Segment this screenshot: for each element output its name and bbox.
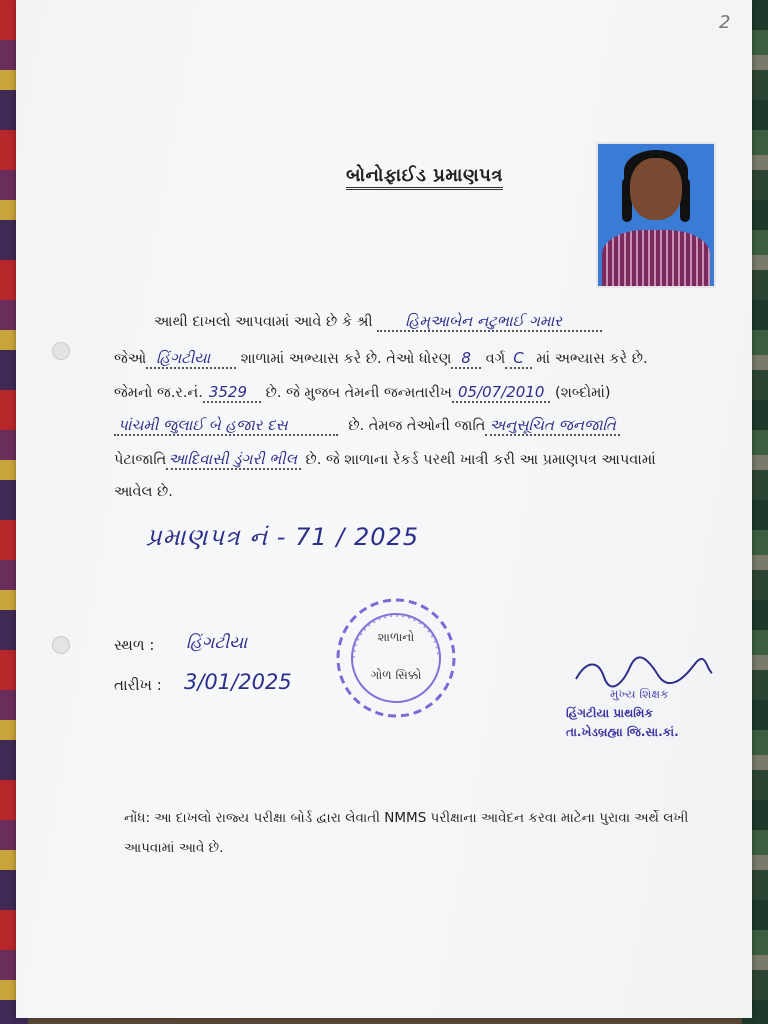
date-value: 3/01/2025 <box>184 670 292 694</box>
punch-hole-top <box>52 342 70 360</box>
student-name: હિમ્આબેન નટુભાઈ ગમાર <box>377 312 602 332</box>
paragraph-line-5 <box>114 450 656 468</box>
school-name: હિંગટીયા <box>146 349 236 369</box>
designation-line-1: મુખ્ય શિક્ષક <box>610 687 669 701</box>
certificate-page <box>16 0 752 1018</box>
date-of-birth: 05/07/2010 <box>452 383 550 403</box>
paragraph-line-1 <box>154 312 602 330</box>
designation-line-2: હિંગટીયા પ્રાથમિક <box>566 706 653 720</box>
line3-end: (શબ્દોમાં) <box>555 385 611 401</box>
line4-middle: છે. તેમજ તેઓની જાતિ <box>348 418 486 434</box>
line5-end: છે. જે શાળાના રેકર્ડ પરથી ખાત્રી કરી આ પ્રમાણપત્ર આપવામાં <box>305 452 656 468</box>
paragraph-line-3 <box>114 383 611 401</box>
date-of-birth-words: પાંચમી જુલાઈ બે હજાર દસ <box>114 416 338 436</box>
punch-hole-bottom <box>52 636 70 654</box>
caste-value: અનુસૂચિત જનજાતિ <box>485 416 620 436</box>
footnote: નોંધ: આ દાખલો રાજ્ય પરીક્ષા બોર્ડ દ્વારા લેવાતી NMMS પરીક્ષાના આવેદન કરવા માટેના પુરાવા અર્થે લખી આપવામાં આવે છે. <box>124 810 689 856</box>
certificate-number: પ્રમાણપત્ર નં - 71 / 2025 <box>146 523 420 551</box>
register-number: 3529 <box>203 383 261 403</box>
line2-end: માં અભ્યાસ કરે છે. <box>536 351 648 367</box>
place-value: હિંગટીયા <box>186 633 248 653</box>
subcaste-value: આદિવાસી ડુંગરી ભીલ <box>166 450 301 470</box>
place-label: સ્થળ : <box>114 636 155 654</box>
line2-class-label: વર્ગ <box>485 351 506 367</box>
principal-signature-block <box>566 655 716 740</box>
line1-text: આથી દાખલો આપવામાં આવે છે કે શ્રી <box>154 314 373 330</box>
paragraph-line-6: આવેલ છે. <box>114 484 173 500</box>
line2-middle: શાળામાં અભ્યાસ કરે છે. તેઓ ધોરણ <box>240 351 452 367</box>
line2-prefix: જેઓ <box>114 351 147 367</box>
seal-line-1: શાળાનો <box>377 630 415 644</box>
line3-prefix: જેમનો જ.ર.નં. <box>114 385 203 401</box>
date-label: તારીખ : <box>114 676 162 694</box>
designation-line-3: તા.ખેડબ્રહ્મા જિ.સા.કાં. <box>566 725 679 739</box>
school-seal-stamp <box>332 593 460 723</box>
line3-middle: છે. જે મુજબ તેમની જન્મતારીખ <box>265 385 452 401</box>
seal-line-2: ગોળ સિક્કો <box>370 668 422 682</box>
standard-value: 8 <box>451 349 481 369</box>
line5-prefix: પેટાજાતિ <box>114 452 167 468</box>
certificate-title: બોનોફાઈડ પ્રમાણપત્ર <box>346 165 503 190</box>
principal-signature <box>566 655 716 689</box>
class-value: C <box>505 349 531 369</box>
page-number: 2 <box>719 12 731 33</box>
paragraph-line-2 <box>114 349 648 367</box>
paragraph-line-4 <box>114 416 620 434</box>
student-photo <box>596 142 716 288</box>
